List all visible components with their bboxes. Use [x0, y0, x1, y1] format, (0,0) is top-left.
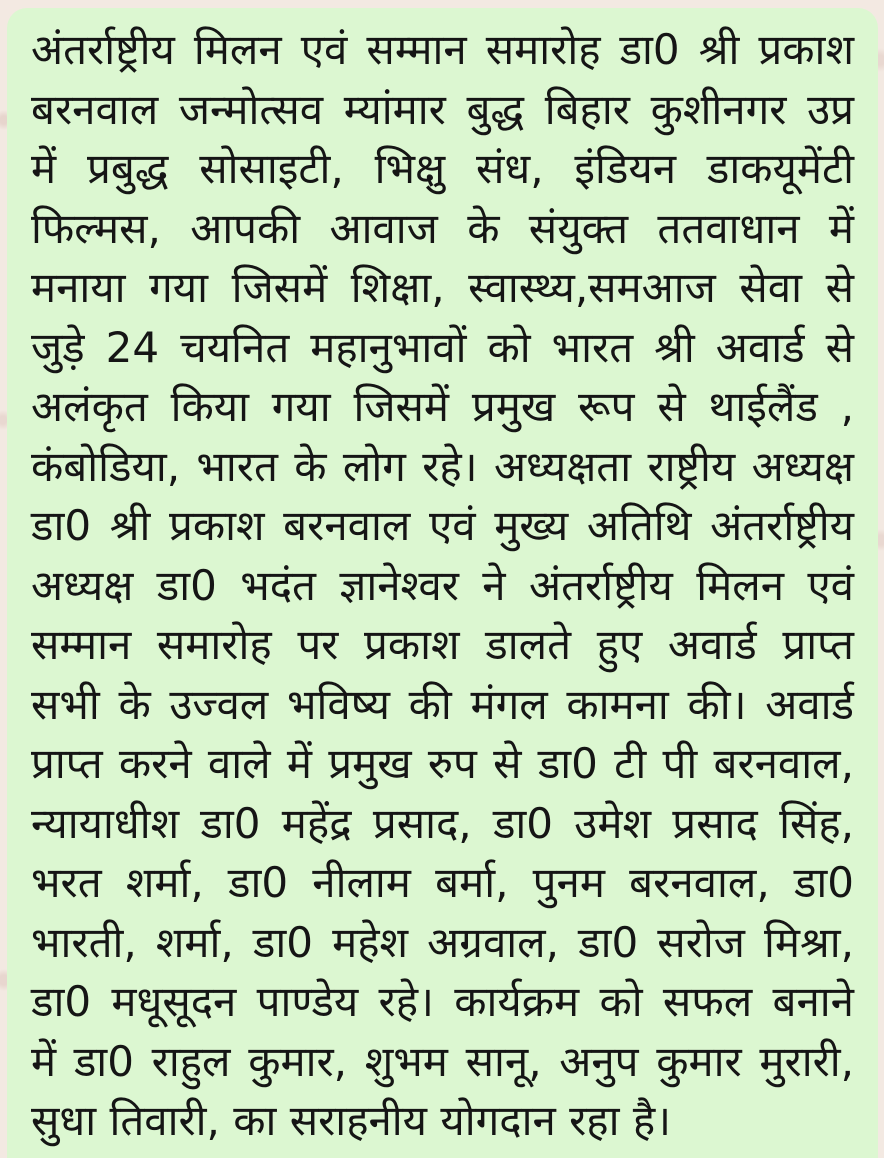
message-line: प्राप्त करने वाले में प्रमुख रुप से डा0 टी पी बरनवाल, — [31, 739, 854, 788]
message-line: अंतर्राष्ट्रीय मिलन एवं सम्मान समारोह डा0 श्री प्रकाश — [31, 25, 854, 74]
message-line: सुधा तिवारी, का सराहनीय योगदान रहा है। — [31, 1096, 672, 1145]
message-line: मनाया गया जिसमें शिक्षा, स्वास्थ्य,समआज सेवा से — [31, 263, 854, 312]
message-line: भारती, शर्मा, डा0 महेश अग्रवाल, डा0 सरोज मिश्रा, — [31, 917, 854, 967]
message-line: जुड़े 24 चयनित महानुभावों को भारत श्री अवार्ड से — [31, 322, 854, 372]
message-line: कंबोडिया, भारत के लोग रहे। अध्यक्षता राष्ट्रीय अध्यक्ष — [31, 441, 854, 491]
message-line: डा0 श्री प्रकाश बरनवाल एवं मुख्य अतिथि अंतर्राष्ट्रीय — [31, 501, 854, 550]
message-line: बरनवाल जन्मोत्सव म्यांमार बुद्ध बिहार कुशीनगर उप्र — [31, 84, 854, 134]
message-line: फिल्मस, आपकी आवाज के संयुक्त ततवाधान में — [31, 203, 854, 253]
message-line: सभी के उज्वल भविष्य की मंगल कामना की। अवार्ड — [31, 679, 854, 729]
message-line: में प्रबुद्ध सोसाइटी, भिक्षु संध, इंडियन डाकयूमेंटी — [31, 144, 854, 193]
message-line: अध्यक्ष डा0 भदंत ज्ञानेश्वर ने अंतर्राष्ट्रीय मिलन एवं — [31, 560, 854, 610]
message-line: न्यायाधीश डा0 महेंद्र प्रसाद, डा0 उमेश प्रसाद सिंह, — [31, 798, 854, 848]
message-line: डा0 मधूसूदन पाण्डेय रहे। कार्यक्रम को सफल बनाने — [31, 977, 854, 1026]
message-line: भरत शर्मा, डा0 नीलाम बर्मा, पुनम बरनवाल, डा0 — [31, 858, 854, 907]
message-line: अलंकृत किया गया जिसमें प्रमुख रूप से थाईलैंड , — [31, 382, 854, 431]
message-line: सम्मान समारोह पर प्रकाश डालते हुए अवार्ड प्राप्त — [31, 620, 854, 669]
message-line: में डा0 राहुल कुमार, शुभम सानू, अनुप कुमार मुरारी, — [31, 1036, 854, 1086]
message-bubble — [7, 8, 878, 1158]
